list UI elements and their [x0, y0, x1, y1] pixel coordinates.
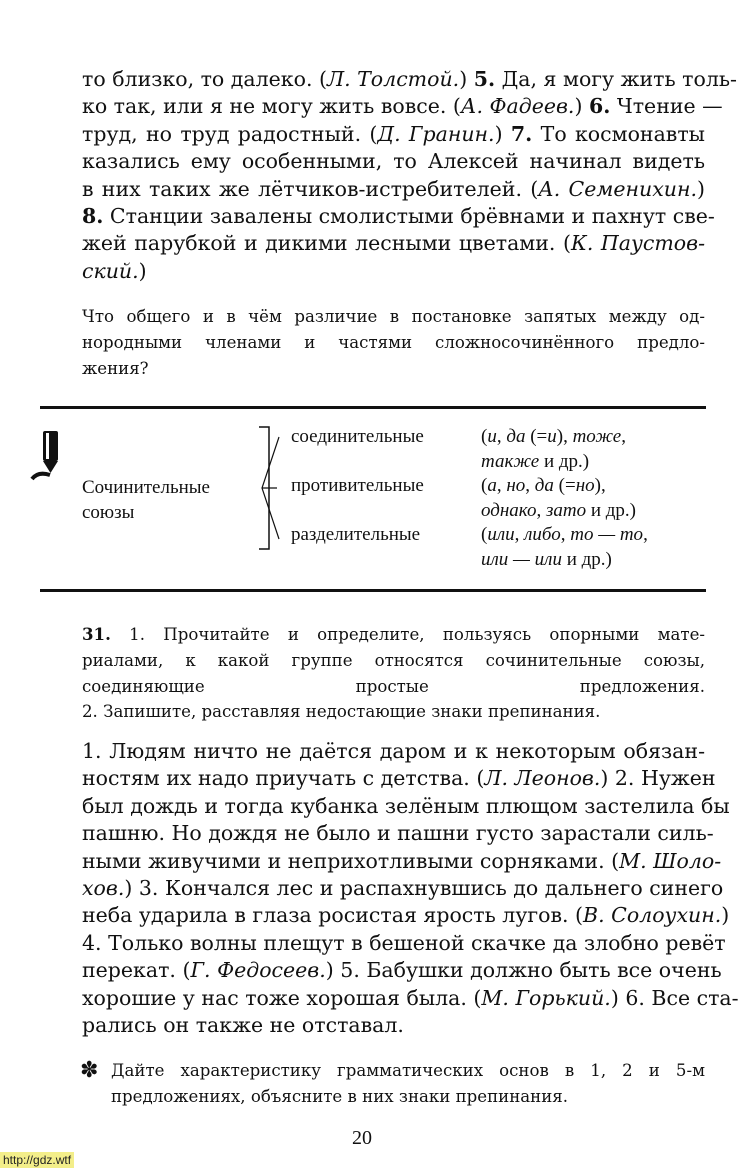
bold-run: 5.: [473, 67, 496, 91]
text-line: [82, 203, 715, 230]
italic-run: однако: [481, 499, 537, 521]
text-run: ),: [556, 426, 573, 447]
text-run: ко так, или я не могу жить вовсе. (: [82, 94, 461, 119]
italic-run: также: [481, 450, 540, 472]
text-run: ,: [496, 475, 507, 496]
text-run: казались ему особенными, то Алексей начинал видеть: [82, 149, 705, 174]
watermark-link[interactable]: http://gdz.wtf: [0, 1152, 74, 1168]
text-run: ): [574, 94, 589, 119]
text-run: (: [481, 524, 488, 545]
text-line: [82, 875, 724, 902]
text-run: 1. Людям ничто не даётся даром и к некоторым обязан-: [82, 739, 705, 763]
exercise-text: [82, 738, 739, 1039]
italic-run: и: [547, 426, 557, 447]
italic-run: Л. Толстой.: [326, 67, 460, 91]
text-line: [82, 699, 705, 725]
text-line: [82, 66, 737, 93]
text-run: ) 5. Бабушки должно быть все очень: [325, 958, 722, 983]
example-line: [481, 523, 648, 548]
asterisk-flower-icon: ✽: [80, 1058, 99, 1083]
italic-run: хов.: [82, 876, 125, 901]
example-line: [481, 450, 648, 475]
text-run: то близко, то далеко. (: [82, 67, 327, 91]
question-paragraph: [82, 304, 705, 381]
extra-task: [111, 1058, 705, 1110]
text-run: и др.): [561, 548, 612, 570]
text-run: ): [721, 903, 730, 928]
text-line: [82, 820, 714, 847]
text-run: (=: [553, 475, 576, 496]
text-run: ,: [514, 524, 525, 545]
branch-disjunctive: разделительные: [291, 524, 421, 545]
text-line: [82, 330, 705, 356]
italic-run: зато: [545, 499, 587, 521]
text-run: ): [697, 176, 705, 201]
pencil-icon: [30, 425, 70, 483]
branch-connective: соединительные: [291, 426, 424, 447]
italic-run: а: [487, 475, 497, 496]
bottom-rule: [40, 589, 706, 592]
example-line: [481, 425, 648, 450]
text-run: в них таких же лётчиков-истребителей. (: [82, 176, 539, 201]
text-line: [82, 148, 705, 175]
branch-labels: [291, 425, 424, 572]
text-run: То космонавты: [532, 121, 705, 146]
text-run: жения?: [82, 358, 149, 378]
text-line: [82, 176, 705, 203]
text-run: соединяющие простые предложения.: [82, 676, 705, 696]
text-run: Станции завалены смолистыми брёвнами и пахнут све-: [103, 204, 715, 229]
text-line: [82, 738, 705, 765]
text-run: был дождь и тогда кубанка зелёным плющом застелила бы: [82, 793, 730, 818]
text-run: 4. Только волны плещут в бешеной скачке да злобно ревёт: [82, 930, 726, 955]
text-run: Что общего и в чём различие в постановке запятых между од-: [82, 307, 705, 326]
text-run: ными живучими и неприхотливыми сорняками. (: [82, 848, 620, 873]
text-run: 1. Прочитайте и определите, пользуясь опорными мате-: [110, 625, 705, 644]
text-line: [82, 230, 705, 257]
text-run: ,: [643, 524, 648, 545]
text-line: [82, 902, 730, 929]
text-run: ) 6. Все ста-: [610, 985, 739, 1010]
bold-run: 8.: [82, 204, 104, 229]
text-run: ,: [496, 426, 507, 447]
text-line: [82, 258, 705, 285]
text-line: [82, 793, 730, 820]
text-run: (=: [525, 426, 548, 447]
exercise-task: [82, 622, 705, 725]
text-line: [82, 848, 722, 875]
text-line: [82, 957, 722, 984]
text-run: ): [494, 121, 511, 146]
italic-run: В. Солоухин.: [583, 903, 722, 928]
text-run: нородными членами и частями сложносочинённого предло-: [82, 332, 705, 352]
text-run: ,: [621, 426, 626, 447]
text-run: Чтение —: [610, 94, 723, 119]
bold-run: 6.: [588, 94, 611, 119]
text-run: ) 2. Нужен: [600, 766, 716, 791]
italic-run: Л. Леонов.: [484, 766, 601, 791]
branch-examples: [481, 425, 648, 572]
text-run: неба ударила в глаза росистая ярость лугов. (: [82, 903, 584, 928]
text-run: предложениях, объясните в них знаки препинания.: [111, 1086, 569, 1106]
text-run: и др.): [586, 499, 637, 521]
diagram-bracket: [255, 425, 295, 555]
italic-run: А. Семенихин.: [538, 176, 697, 201]
italic-run: К. Паустов-: [570, 231, 706, 256]
text-run: ,: [560, 524, 571, 545]
italic-run: тоже: [572, 426, 622, 447]
text-run: ) 3. Кончался лес и распахнувшись до дальнего синего: [124, 876, 724, 901]
text-line: [82, 648, 705, 674]
top-rule: [40, 406, 706, 409]
text-run: жей парубкой и дикими лесными цветами. (: [82, 231, 571, 256]
text-run: Да, я могу жить толь-: [495, 67, 737, 91]
bold-run: 7.: [510, 121, 533, 146]
italic-run: то — то: [570, 524, 644, 545]
text-run: труд, но труд радостный. (: [82, 121, 378, 146]
text-run: 2. Запишите, расставляя недостающие знаки препинания.: [82, 702, 601, 722]
example-line: [481, 499, 648, 524]
text-line: [82, 622, 705, 648]
text-line: [111, 1084, 705, 1110]
italic-run: но: [506, 475, 526, 496]
italic-run: М. Шоло-: [619, 848, 722, 873]
example-line: [481, 474, 648, 499]
text-line: [82, 356, 705, 382]
italic-run: да: [506, 426, 526, 447]
italic-run: и: [487, 426, 497, 447]
text-line: [82, 674, 705, 700]
page-number: 20: [352, 1127, 372, 1149]
text-line: [82, 304, 705, 330]
text-run: и др.): [539, 450, 590, 472]
text-line: [82, 93, 723, 120]
italic-run: М. Горький.: [481, 985, 611, 1010]
italic-run: но: [575, 475, 595, 496]
text-run: ностям их надо приучать с детства. (: [82, 766, 485, 791]
text-line: [82, 1012, 705, 1039]
text-run: ),: [594, 475, 606, 496]
text-run: ): [459, 67, 474, 91]
text-run: риалами, к какой группе относятся сочинительные союзы,: [82, 650, 705, 670]
text-run: перекат. (: [82, 958, 191, 983]
text-run: ): [138, 258, 147, 283]
text-line: [82, 121, 705, 148]
italic-run: Г. Федосеев.: [190, 958, 326, 983]
italic-run: да: [534, 475, 554, 496]
branch-adversative: противительные: [291, 475, 424, 496]
text-run: (: [481, 426, 488, 447]
italic-run: А. Фадеев.: [460, 94, 575, 119]
example-line: [481, 548, 648, 573]
text-run: хорошие у нас тоже хорошая была. (: [82, 985, 482, 1010]
text-run: пашню. Но дождя не было и пашни густо зарастали силь-: [82, 821, 714, 846]
italic-run: Д. Гранин.: [377, 121, 495, 146]
intro-paragraph: [82, 66, 737, 285]
italic-run: ский.: [82, 258, 139, 283]
italic-run: либо: [524, 524, 561, 545]
text-run: рались он также не отставал.: [82, 1013, 404, 1038]
text-line: [82, 765, 716, 792]
text-run: Дайте характеристику грамматических основ в 1, 2 и 5-м: [111, 1061, 705, 1080]
italic-run: или: [487, 524, 515, 545]
root-label-line1: Сочинительные: [82, 477, 210, 498]
text-run: ,: [525, 475, 535, 496]
bold-run: 31.: [82, 624, 111, 644]
text-line: [82, 930, 726, 957]
italic-run: или — или: [481, 548, 562, 570]
text-run: ,: [536, 499, 546, 521]
text-run: (: [481, 475, 488, 496]
root-label-line2: союзы: [82, 501, 135, 523]
text-line: [82, 985, 739, 1012]
diagram-root: [82, 476, 210, 525]
text-line: [111, 1058, 705, 1084]
